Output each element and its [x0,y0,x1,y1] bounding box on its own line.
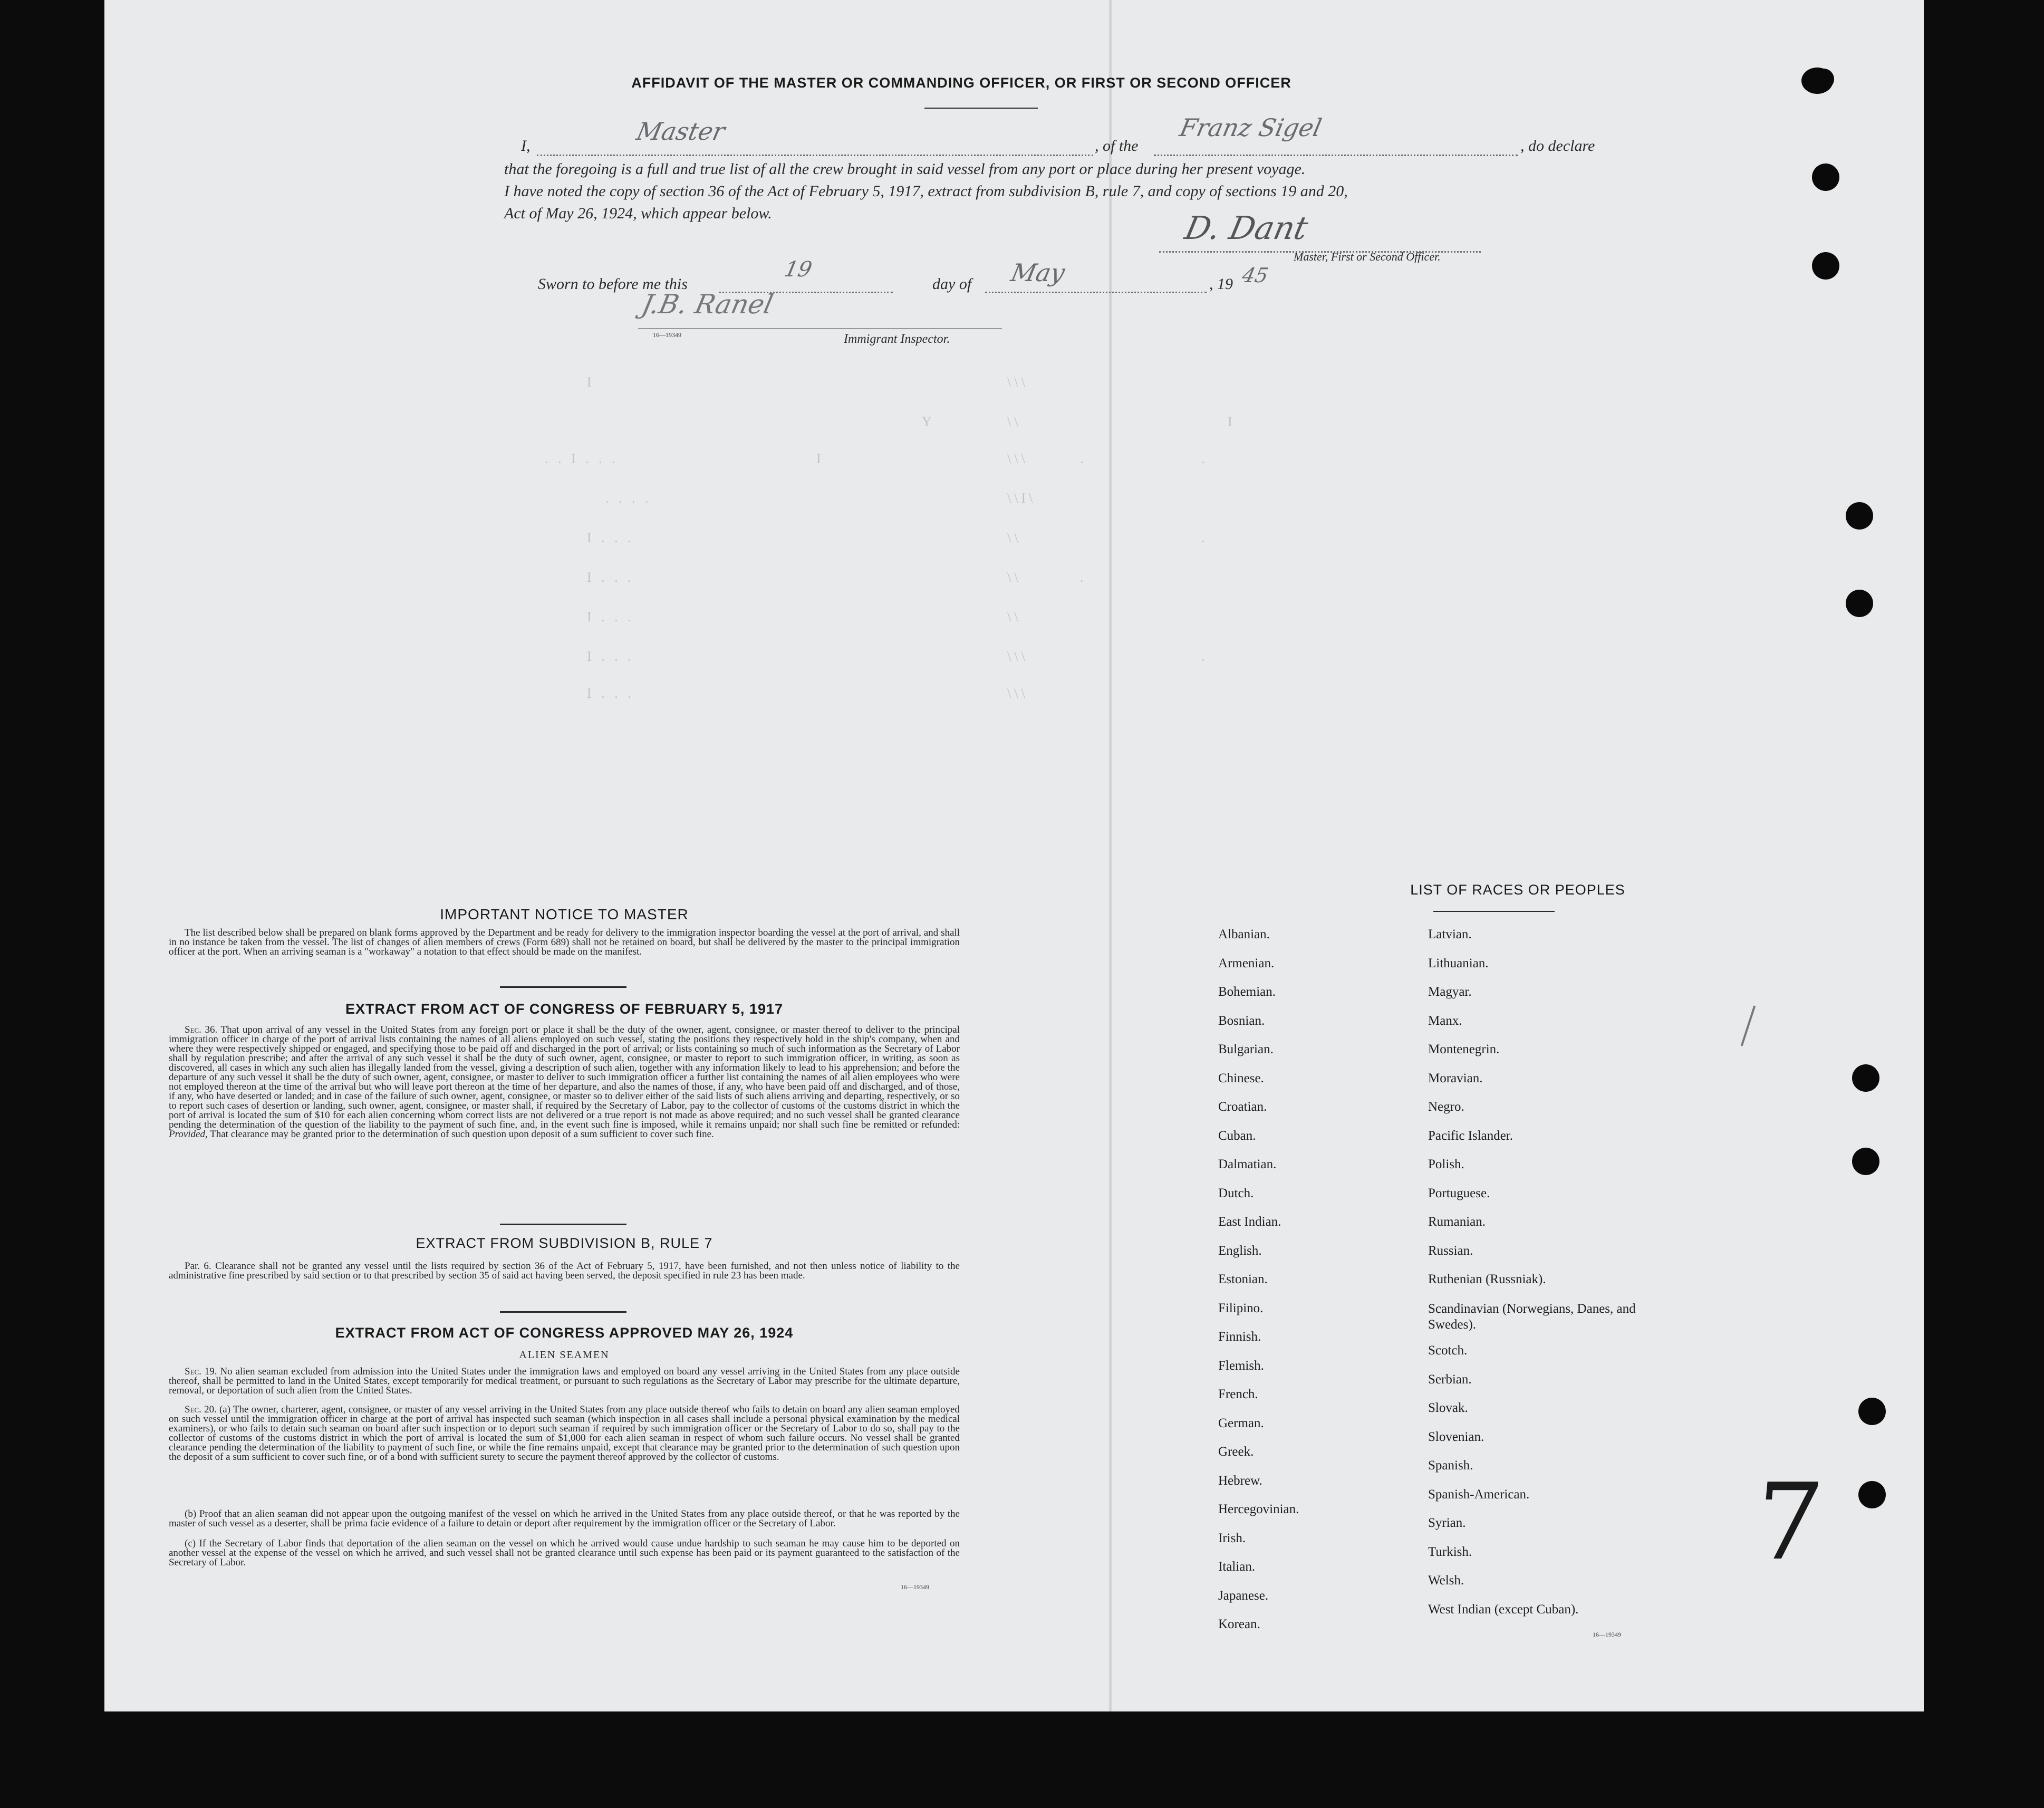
vessel-field-line [1154,155,1518,156]
officer-handwritten: Master [634,117,728,146]
race-item: Scandinavian (Norwegians, Danes, and Swedes). [1428,1301,1636,1332]
race-item: Magyar. [1428,985,1472,999]
divider-1 [500,986,626,988]
extract-1924-sec20b: (b) Proof that an alien seaman did not appear upon the outgoing manifest of the vessel on which he arrived in the United States from any place outside thereof, or that he was reported by the master of such vessel as a deserter, shall be prima facie evidence of a failure to detain or deport after requirement by the immigration officer or the Secretary of Labor. [169,1508,960,1529]
punch-hole [1858,1481,1886,1508]
race-item: Serbian. [1428,1372,1472,1387]
margin-mark-seven: 7 [1749,1461,1828,1584]
punch-hole [1801,68,1833,94]
race-item: Spanish. [1428,1458,1473,1473]
race-item: Dalmatian. [1218,1157,1277,1171]
races-title: LIST OF RACES OR PEOPLES [1410,882,1625,898]
race-item: Polish. [1428,1157,1464,1171]
sec-19-label: Sec. 19. [185,1366,217,1377]
race-item: English. [1218,1243,1262,1258]
punch-hole [1852,1148,1879,1175]
proviso-body: That clearance may be granted prior to the determination of such question upon deposit of a sum sufficient to cover such fine. [210,1129,714,1140]
declaration-line-2: that the foregoing is a full and true list of all the crew brought in said vessel from any port or place during her present voyage. [504,160,1306,178]
race-item: Turkish. [1428,1544,1472,1559]
race-item: Scotch. [1428,1343,1468,1358]
race-item: Welsh. [1428,1573,1464,1588]
inspector-form-number: 16—19349 [653,331,681,339]
race-item: Armenian. [1218,956,1275,970]
race-item: Portuguese. [1428,1186,1490,1200]
race-item: Japanese. [1218,1588,1269,1603]
punch-hole [1812,164,1839,191]
race-item: Rumanian. [1428,1215,1486,1229]
declaration-do-declare: , do declare [1520,137,1595,155]
race-item: Latvian. [1428,927,1472,941]
race-item: Finnish. [1218,1330,1261,1344]
title-underline [924,108,1038,109]
race-item: Chinese. [1218,1071,1264,1085]
declaration-of-the: , of the [1095,137,1139,155]
punch-hole [1858,1398,1886,1425]
alien-seamen-subtitle: ALIEN SEAMEN [519,1349,610,1361]
race-item: German. [1218,1416,1264,1430]
extract-1917-title: EXTRACT FROM ACT OF CONGRESS OF FEBRUARY 5, 1917 [345,1001,784,1017]
officer-signature: D. Dant [1181,210,1312,247]
race-item: Spanish-American. [1428,1487,1530,1502]
proviso-label: Provided, [169,1129,208,1140]
race-item: Slovenian. [1428,1429,1484,1444]
race-item: Moravian. [1428,1071,1483,1085]
race-item: Irish. [1218,1531,1246,1545]
race-item: Hercegovinian. [1218,1502,1299,1516]
race-item: Bulgarian. [1218,1042,1274,1056]
extract-rule7-title: EXTRACT FROM SUBDIVISION B, RULE 7 [416,1235,713,1251]
race-item: Syrian. [1428,1516,1466,1530]
extract-1924-sec19 [169,1367,960,1396]
races-title-underline [1433,911,1555,912]
race-item: Italian. [1218,1560,1256,1574]
race-item: Lithuanian. [1428,956,1489,970]
race-item: Flemish. [1218,1358,1264,1373]
day-of-label: day of [932,275,972,293]
race-item: Ruthenian (Russniak). [1428,1272,1546,1286]
race-item: Filipino. [1218,1301,1264,1315]
punch-hole [1852,1064,1879,1092]
race-item: Manx. [1428,1013,1462,1028]
declaration-i: I, [521,137,531,155]
race-item: Korean. [1218,1617,1260,1631]
race-item: Bohemian. [1218,985,1276,999]
declaration-line-4: Act of May 26, 1924, which appear below. [504,205,772,222]
extract-1924-title: EXTRACT FROM ACT OF CONGRESS APPROVED MAY 26, 1924 [335,1325,794,1341]
race-item: Russian. [1428,1243,1473,1258]
sworn-month: May [1008,258,1068,287]
race-item: West Indian (except Cuban). [1428,1602,1579,1617]
race-item: Cuban. [1218,1128,1256,1143]
year-suffix: 45 [1240,264,1271,287]
notice-title: IMPORTANT NOTICE TO MASTER [440,906,689,922]
race-item: Slovak. [1428,1401,1468,1415]
race-item: East Indian. [1218,1215,1281,1229]
declaration-line-3: I have noted the copy of section 36 of the Act of February 5, 1917, extract from subdivision B, rule 7, and copy of sections 19 and 20, [504,182,1348,200]
races-form-number: 16—19349 [1593,1631,1621,1638]
race-item: Bosnian. [1218,1013,1265,1028]
extract-1917-text [169,1025,960,1139]
divider-3 [500,1311,626,1313]
race-item: Montenegrin. [1428,1042,1500,1056]
race-item: Dutch. [1218,1186,1254,1200]
punch-hole [1846,502,1873,530]
vessel-handwritten: Franz Sigel [1177,113,1325,142]
race-item: French. [1218,1387,1258,1401]
divider-2 [500,1224,626,1225]
punch-hole [1846,590,1873,617]
race-item: Albanian. [1218,927,1270,941]
inspector-caption: Immigrant Inspector. [844,332,950,346]
sec-36-body: That upon arrival of any vessel in the United States from any foreign port or place it shall be the duty of the owner, agent, consignee, or master thereof to deliver to the principal immigration officer in charge of the port of arrival lists containing the names of all aliens employed on such vessel, stating the positions they respectively hold in the ship's company, when and where they were respectively shipped or engaged, and specifying those to be paid off and discharged in the port of arrival; or lists containing so much of such information as the Secretary of Labor shall by regulation prescribe; and after the arrival of any such vessel it shall be the duty of such owner, agent, consignee, or master to report to such immigration officer, in writing, as soon as discovered, all cases in which any such alien has illegally landed from the vessel, giving a description of such alien, together with any information likely to lead to his apprehension; and before the departure of any such vessel it shall be the duty of such owner, agent, consignee, or master to deliver to such immigration officer a further list containing the names of all alien employees who were not employed thereon at the time of the arrival but who will leave port thereon at the time of her departure, and also the names of those, if any, who have been paid off and discharged, and of those, if any, who have deserted or landed; and in case of the failure of such owner, agent, consignee, or master so to deliver either of the said lists of such aliens arriving and departing, respectively, or so to report such cases of desertion or landing, such owner, agent, consignee, or master shall, if required by the Secretary of Labor, pay to the collector of customs of the customs district in which the port of arrival is located the sum of $10 for each alien concerning whom correct lists are not delivered or a true report is not made as above required; and no such vessel shall be granted clearance pending the determination of the question of the liability to the payment of such fine, and, in the event such fine is imposed, while it remains unpaid; nor shall such fine be remitted or refunded: [169,1024,960,1130]
signature-caption: Master, First or Second Officer. [1294,250,1441,263]
sec-20a-body: (a) The owner, charterer, agent, consignee, or master of any vessel arriving in the United States from any place outside thereof who fails to detain on board any alien seaman employed on such vessel until the immigration officer in charge at the port of arrival has inspected such seaman (which inspection in all cases shall include a personal physical examination by the medical examiners), or who fails to detain such seaman on board after such inspection or to deport such seaman if required by such immigration officer or the Secretary of Labor to do so, shall pay to the collector of customs of the customs district in which the port of arrival is located the sum of $1,000 for each alien seaman in respect of whom such failure occurs. No vessel shall be granted clearance pending the determination of the liability to payment of such fine, or while the fine remains unpaid, except that clearance may be granted prior to the determination of such question upon the deposit of a sum sufficient to cover such fine, or of a bond with sufficient surety to secure the payment thereof approved by the collector of customs. [169,1404,960,1463]
sec-36-label: Sec. 36. [185,1024,218,1035]
race-item: Negro. [1428,1100,1464,1114]
extract-form-number: 16—19349 [901,1583,929,1591]
year-prefix: , 19 [1209,275,1233,293]
sworn-month-line [985,292,1207,293]
race-item: Greek. [1218,1445,1254,1459]
affidavit-title: AFFIDAVIT OF THE MASTER OR COMMANDING OFFICER, OR FIRST OR SECOND OFFICER [631,75,1291,91]
race-item: Estonian. [1218,1272,1268,1286]
document-page: AFFIDAVIT OF THE MASTER OR COMMANDING OFFICER, OR FIRST OR SECOND OFFICER I, Master , of the Franz Sigel , do declare that the foregoing is a full and true list of all the crew brought in said vessel from any port or place during her present voyage. I have noted the copy of section 36 of the Act of February 5, 1917, extract from subdivision B, rule 7, and copy of sections 19 and 20, Act of May 26, 1924, which appear below. D. Dant Master, First or Second Officer. Sworn to before me this 19 day of May , 19 45 J.B. Ranel 16—19349 Immigrant Inspector. I \\\ Y \\ I . . I . . . I \\\ . . . . . . \\I\ I . . . \\ . I . . . \\ . I . . . \\ I . . . \\\ . I . . . \\\ IMPORTANT NOTICE TO MASTER The list described below shall be prepared on blank forms approved by the Department and be ready for delivery to the immigration inspector boarding the vessel at the port of arrival, and shall in no instance be taken from the vessel. The list of changes of alien members of crews (Form 689) shall not be retained on board, but shall be delivered by the master to the principal immigration officer at the port. When an arriving seaman is a "workaway" a notation to that effect should be made on the manifest. EXTRACT FROM ACT OF CONGRESS OF FEBRUARY 5, 1917 Sec. 36. That upon arrival of any vessel in the United States from any foreign port or place it shall be the duty of the owner, agent, consignee, or master thereof to deliver to the principal immigration officer in charge of the port of arrival lists containing the names of all aliens employed on such vessel, stating the positions they respectively hold in the ship's company, when and where they were respectively shipped or engaged, and specifying those to be paid off and discharged in the port of arrival; or lists containing so much of such information as the Secretary of Labor shall by regulation prescribe; and after the arrival of any such vessel it shall be the duty of such owner, agent, consignee, or master to report to such immigration officer, in writing, as soon as discovered, all cases in which any such alien has illegally landed from the vessel, giving a description of such alien, together with any information likely to lead to his apprehension; and before the departure of any such vessel it shall be the duty of such owner, agent, consignee, or master to deliver to such immigration officer a further list containing the names of all alien employees who were not employed thereon at the time of the arrival but who will leave port thereon at the time of her departure, and also the names of those, if any, who have been paid off and discharged, and of those, if any, who have deserted or landed; and in case of the failure of such owner, agent, consignee, or master so to deliver either of the said lists of such aliens arriving and departing, respectively, or so to report such cases of desertion or landing, such owner, agent, consignee, or master shall, if required by the Secretary of Labor, pay to the collector of customs of the customs district in which the port of arrival is located the sum of $10 for each alien concerning whom correct lists are not delivered or a true report is not made as above required; and no such vessel shall be granted clearance pending the determination of the question of the liability to the payment of such fine, and, in the event such fine is imposed, while it remains unpaid; nor shall such fine be remitted or refunded: Provided, That clearance may be granted prior to the determination of such question upon deposit of a sum sufficient to cover such fine. EXTRACT FROM SUBDIVISION B, RULE 7 Par. 6. Clearance shall not be granted any vessel until the lists required by section 36 of the Act of February 5, 1917, have been furnished, and not then unless notice of liability to the administrative fine prescribed by said section or to that prescribed by section 35 of said act having been served, the deposit specified in rule 23 has been made. EXTRACT FROM ACT OF CONGRESS APPROVED MAY 26, 1924 ALIEN SEAMEN Sec. 19. No alien seaman excluded from admission into the United States under the immigration laws and employed on board any vessel arriving in the United States from any place outside thereof, shall be permitted to land in the United States, except temporarily for medical treatment, or pursuant to such regulations as the Secretary of Labor may prescribe for the ultimate departure, removal, or deportation of such alien from the United States. Sec. 20. (a) The owner, charterer, agent, consignee, or master of any vessel arriving in the United States from any place outside thereof who fails to detain on board any alien seaman employed on such vessel until the immigration officer in charge at the port of arrival has inspected such seaman (which inspection in all cases shall include a personal physical examination by the medical examiners), or who fails to detain such seaman on board after such inspection or to deport such seaman if required by such immigration officer or the Secretary of Labor to do so, shall pay to the collector of customs of the customs district in which the port of arrival is located the sum of $1,000 for each alien seaman in respect of whom such failure occurs. No vessel shall be granted clearance pending the determination of the liability to payment of such fine, or while the fine remains unpaid, except that clearance may be granted prior to the determination of such question upon the deposit of a sum sufficient to cover such fine, or of a bond with sufficient surety to secure the payment thereof approved by the collector of customs. (b) Proof that an alien seaman did not appear upon the outgoing manifest of the vessel on which he arrived in the United States from any place outside thereof, or that he was reported by the master of such vessel as a deserter, shall be prima facie evidence of a failure to detain or deport after requirement by the immigration officer or the Secretary of Labor. (c) If the Secretary of Labor finds that deportation of the alien seaman on the vessel on which he arrived would cause undue hardship to such seaman he may cause him to be deported on another vessel at the expense of the vessel on which he arrived, and such vessel shall not be granted clearance until such expense has been paid or its payment guaranteed to the satisfaction of the Secretary of Labor. 16—19349 LIST OF RACES OR PEOPLES 16—19349 7 Albanian. Armenian. Bohemian. Bosnian. Bulgarian. Chinese. Croatian. Cuban. Dalmatian. Dutch. East Indian. English. Estonian. Filipino. Finnish. Flemish. French. German. Greek. Hebrew. Hercegovinian. Irish. Italian. Japanese. Korean. Latvian. Lithuanian. Magyar. Manx. Montenegrin. Moravian. Negro. Pacific Islander. Polish. Portuguese. Rumanian. Russian. Ruthenian (Russniak). Scandinavian (Norwegians, Danes, and Swedes). Scotch. Serbian. Slovak. Slovenian. Spanish. Spanish-American. Syrian. Turkish. Welsh. West Indian (except Cuban). [104,0,1924,1711]
sworn-text: Sworn to before me this [538,275,688,293]
notice-text: The list described below shall be prepared on blank forms approved by the Department and be ready for delivery to the immigration inspector boarding the vessel at the port of arrival, and shall in no instance be taken from the vessel. The list of changes of alien members of crews (Form 689) shall not be retained on board, but shall be delivered by the master to the principal immigration officer at the port. When an arriving seaman is a "workaway" a notation to that effect should be made on the manifest. [169,927,960,957]
extract-1924-sec20c: (c) If the Secretary of Labor finds that deportation of the alien seaman on the vessel on which he arrived would cause undue hardship to such seaman he may cause him to be deported on another vessel at the expense of the vessel on which he arrived, and such vessel shall not be granted clearance until such expense has been paid or its payment guaranteed to the satisfaction of the Secretary of Labor. [169,1538,960,1568]
race-item: Croatian. [1218,1100,1267,1114]
margin-pen-stroke [1741,1005,1756,1046]
page-fold [1109,0,1112,1711]
sec-19-body: No alien seaman excluded from admission into the United States under the immigration laws and employed on board any vessel arriving in the United States from any place outside thereof, shall be permitted to land in the United States, except temporarily for medical treatment, or pursuant to such regulations as the Secretary of Labor may prescribe for the ultimate departure, removal, or deportation of such alien from the United States. [169,1366,960,1396]
officer-field-line [537,155,1093,156]
sec-20-label: Sec. 20. [185,1404,217,1415]
race-item: Pacific Islander. [1428,1128,1513,1143]
extract-rule7-text: Par. 6. Clearance shall not be granted any vessel until the lists required by section 36 of the Act of February 5, 1917, have been furnished, and not then unless notice of liability to the administrative fine prescribed by said section or to that prescribed by section 35 of said act having been served, the deposit specified in rule 23 has been made. [169,1261,960,1281]
sworn-day: 19 [782,257,814,282]
punch-hole [1812,252,1839,280]
race-item: Hebrew. [1218,1473,1262,1488]
extract-1924-sec20a [169,1405,960,1462]
inspector-signature: J.B. Ranel [639,289,776,320]
